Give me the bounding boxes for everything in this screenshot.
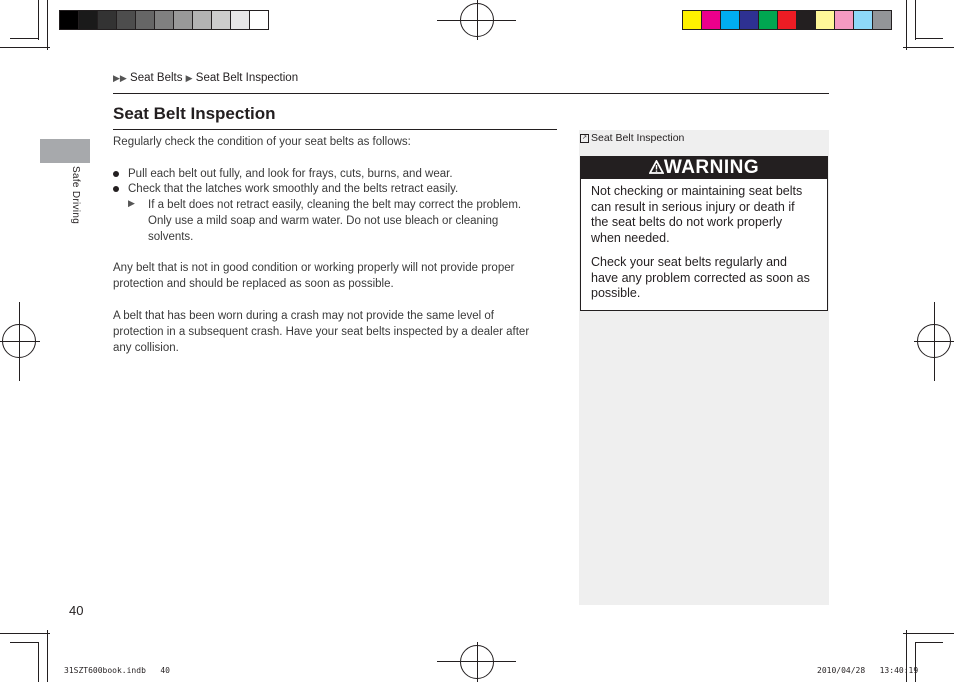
color-swatch <box>174 11 193 29</box>
color-swatch <box>873 11 891 29</box>
header-rule <box>113 93 829 94</box>
section-tab <box>40 139 90 163</box>
paragraph-line: any collision. <box>113 342 179 354</box>
color-swatch <box>79 11 98 29</box>
bullet-icon <box>113 171 119 177</box>
process-color-bar <box>682 10 892 30</box>
color-swatch <box>721 11 740 29</box>
sub-list-line: solvents. <box>148 231 194 243</box>
color-swatch <box>60 11 79 29</box>
color-swatch <box>136 11 155 29</box>
warning-line: possible. <box>591 286 641 300</box>
sidebar-heading <box>580 132 684 144</box>
sidebar-heading-text: Seat Belt Inspection <box>591 132 685 144</box>
warning-label: WARNING <box>663 157 760 178</box>
color-swatch <box>231 11 250 29</box>
footer-file-info: 31SZT600book.indb 40 <box>64 666 170 675</box>
color-swatch <box>683 11 702 29</box>
color-swatch <box>702 11 721 29</box>
sub-list-line: If a belt does not retract easily, cleaning the belt may correct the problem. <box>148 199 522 211</box>
warning-text <box>591 255 810 302</box>
bullet-icon <box>113 186 119 192</box>
list-item: Check that the latches work smoothly and the belts retract easily. <box>128 183 459 195</box>
color-swatch <box>155 11 174 29</box>
paragraph-line: A belt that has been worn during a crash may not provide the same level of <box>113 310 494 322</box>
color-swatch <box>854 11 873 29</box>
color-swatch <box>835 11 854 29</box>
warning-triangle-icon <box>649 160 664 174</box>
grayscale-color-bar <box>59 10 269 30</box>
warning-line: Not checking or maintaining seat belts <box>591 184 803 198</box>
intro-text: Regularly check the condition of your seat belts as follows: <box>113 136 411 148</box>
color-swatch <box>117 11 136 29</box>
color-swatch <box>250 11 268 29</box>
breadcrumb <box>113 72 298 84</box>
paragraph <box>113 260 514 292</box>
warning-banner <box>581 157 827 179</box>
color-swatch <box>740 11 759 29</box>
double-arrow-icon: ▶▶ <box>113 73 127 83</box>
paragraph-line: Any belt that is not in good condition or working properly will not provide proper <box>113 262 515 274</box>
list-item: Pull each belt out fully, and look for frays, cuts, burns, and wear. <box>128 168 453 180</box>
paragraph <box>113 308 529 356</box>
color-swatch <box>98 11 117 29</box>
breadcrumb-item-seat-belt-inspection[interactable]: Seat Belt Inspection <box>195 72 299 84</box>
page-number: 40 <box>69 603 84 618</box>
footer-timestamp: 2010/04/28 13:40:19 <box>817 666 919 675</box>
warning-line: when needed. <box>591 230 670 245</box>
color-swatch <box>212 11 231 29</box>
sub-list-line: Only use a mild soap and warm water. Do not use bleach or cleaning <box>148 215 499 227</box>
title-rule <box>113 129 557 130</box>
arrow-icon: ▶ <box>185 73 193 83</box>
color-swatch <box>193 11 212 29</box>
breadcrumb-item-seat-belts[interactable]: Seat Belts <box>130 72 183 84</box>
warning-line: the seat belts do not work properly <box>591 215 783 229</box>
paragraph-line: protection in a subsequent crash. Have your seat belts inspected by a dealer after <box>113 326 530 338</box>
warning-line: have any problem corrected as soon as <box>591 270 810 285</box>
warning-line: can result in serious injury or death if <box>591 199 795 214</box>
sub-list-item <box>148 197 521 245</box>
color-swatch <box>778 11 797 29</box>
color-swatch <box>816 11 835 29</box>
warning-line: Check your seat belts regularly and <box>591 255 787 269</box>
page-title: Seat Belt Inspection <box>113 104 276 123</box>
color-swatch <box>759 11 778 29</box>
reference-icon: ↗ <box>581 134 588 141</box>
warning-text <box>591 184 802 246</box>
paragraph-line: protection and should be replaced as soon as possible. <box>113 278 394 290</box>
color-swatch <box>797 11 816 29</box>
section-tab-label: Safe Driving <box>70 166 81 225</box>
arrow-icon: ▶ <box>128 198 135 208</box>
